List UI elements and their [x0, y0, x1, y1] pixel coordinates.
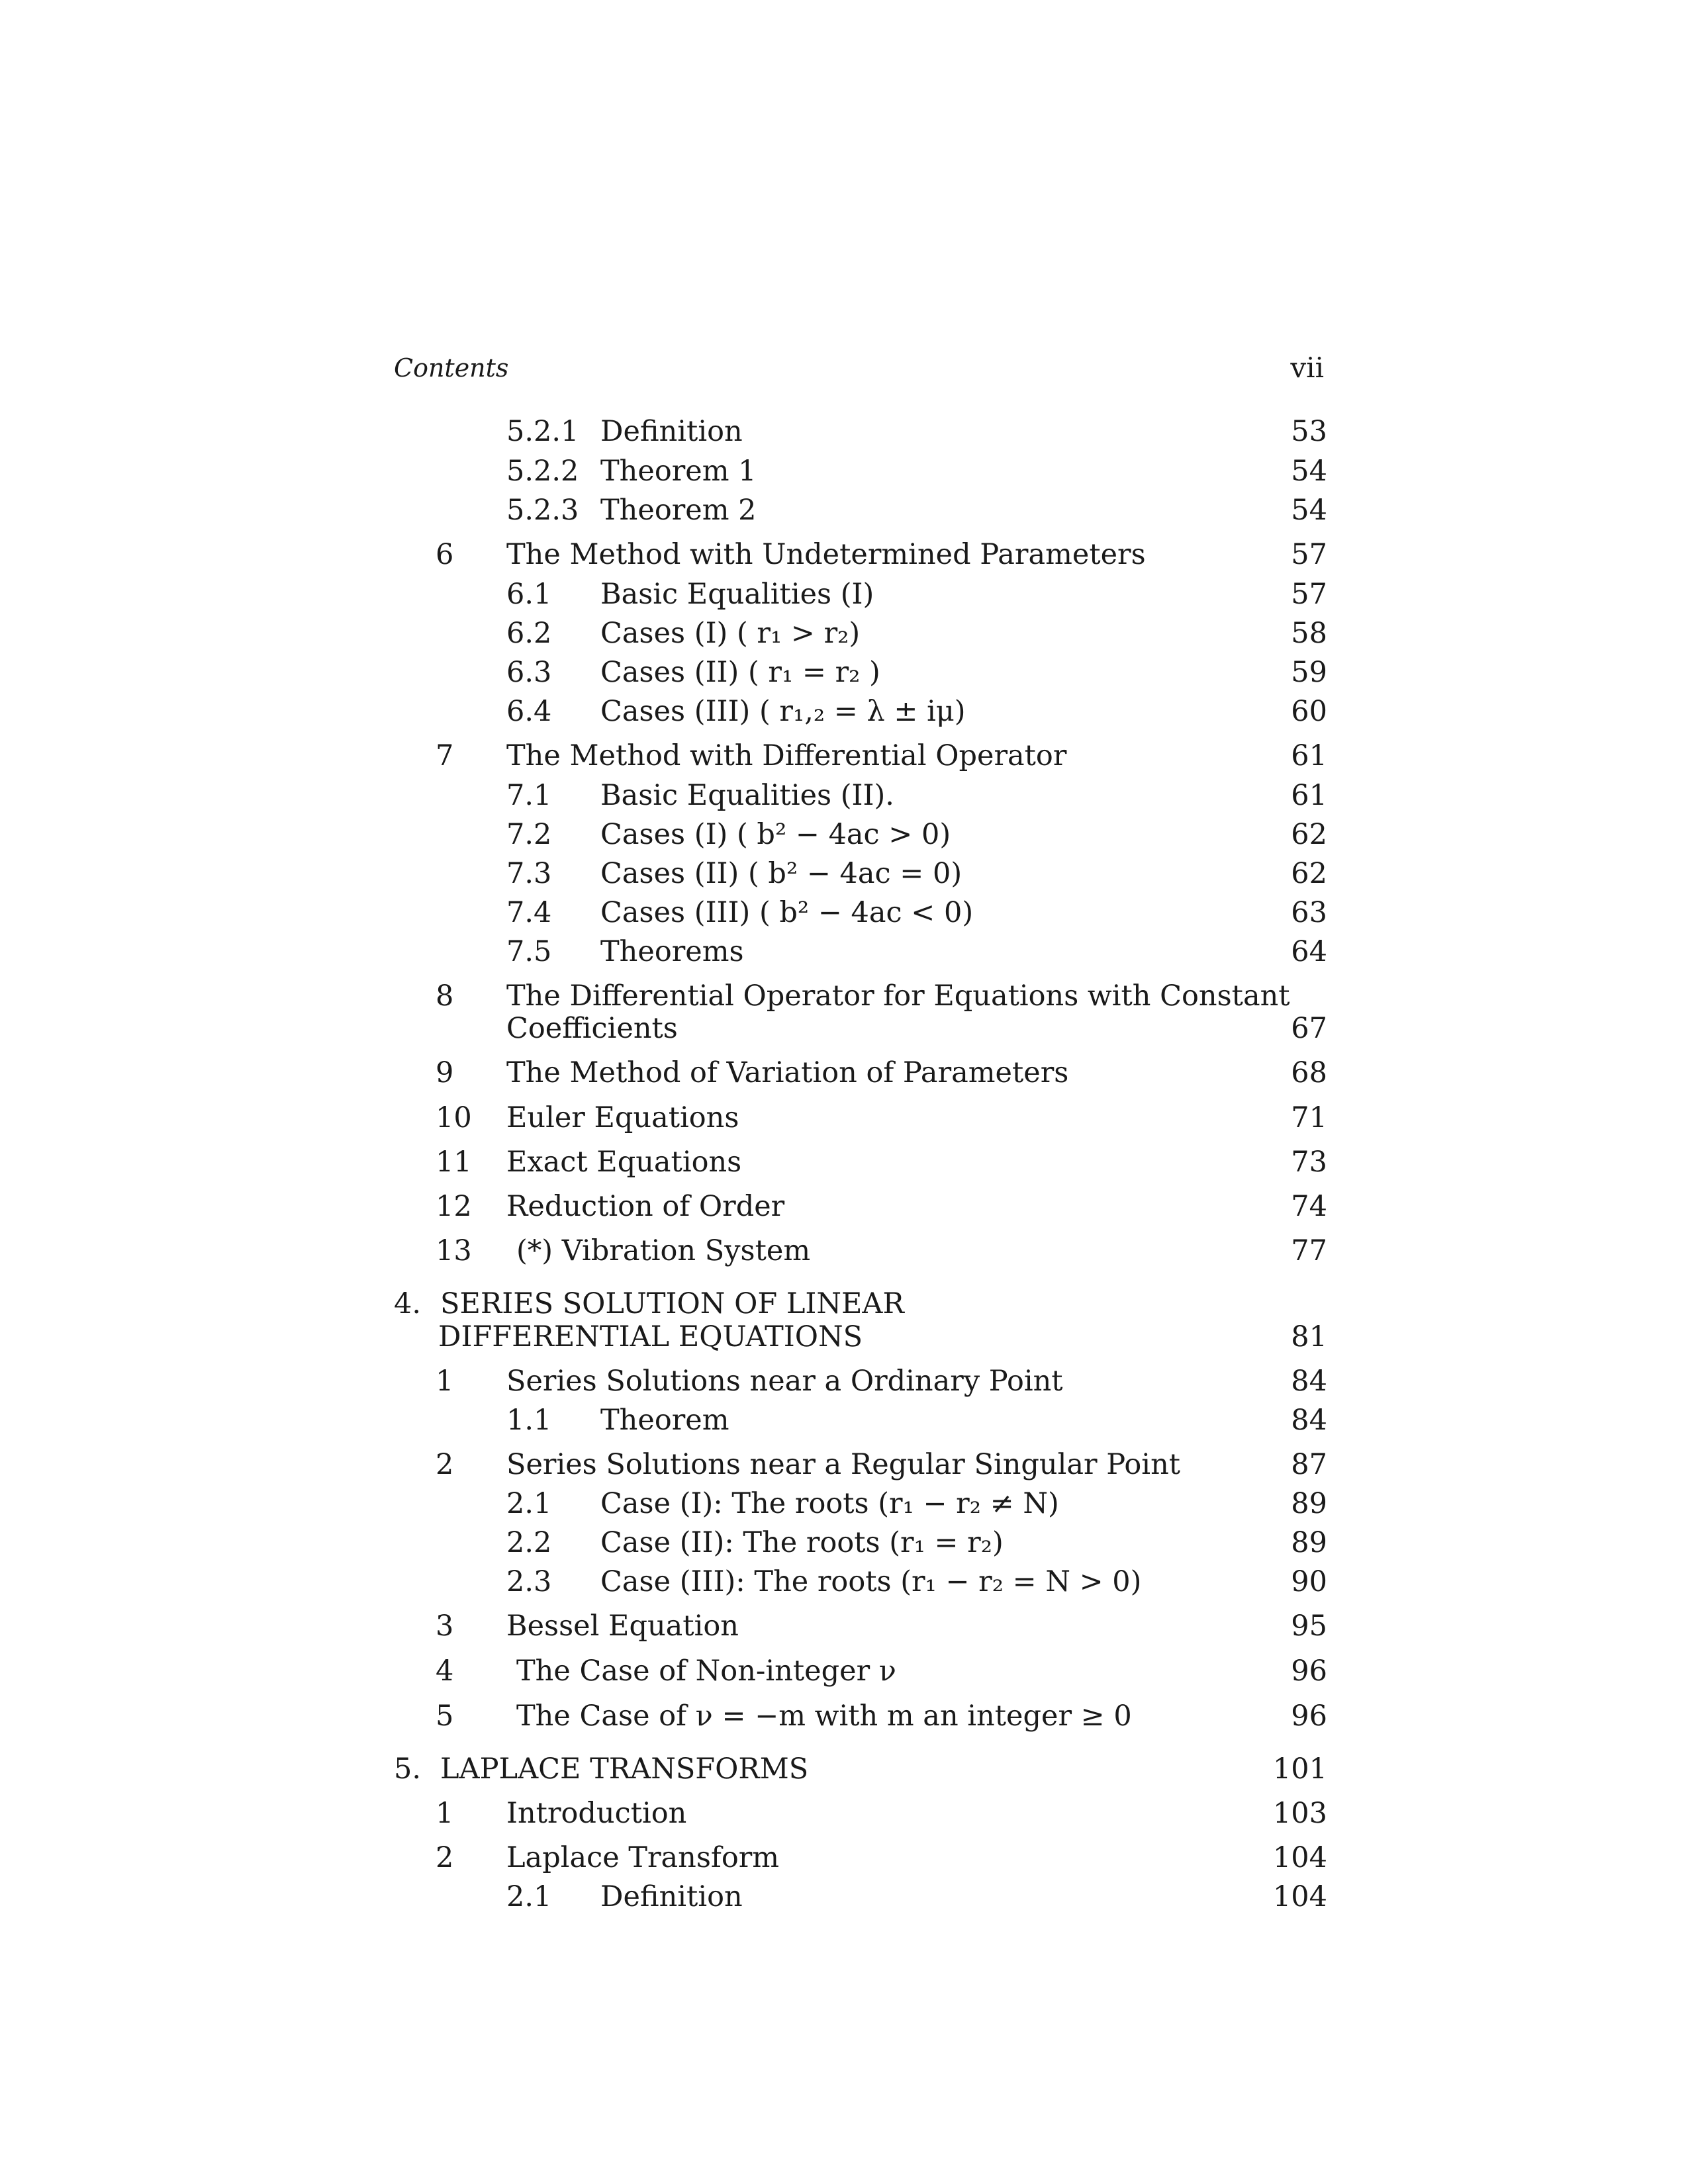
toc-entry-title: The Method of Variation of Parameters	[506, 1056, 1069, 1089]
toc-entry-page: 89	[1291, 1487, 1327, 1520]
toc-entry-page: 54	[1291, 494, 1327, 527]
toc-entry-page: 77	[1291, 1234, 1327, 1267]
toc-entry-title: The Case of Non-integer ν	[516, 1655, 896, 1688]
toc-entry-page: 61	[1291, 739, 1327, 772]
toc-entry-number: 7.3	[506, 857, 552, 890]
toc-entry-page: 62	[1291, 857, 1327, 890]
toc-entry[interactable]	[0, 535, 1688, 574]
toc-entry-page: 60	[1291, 695, 1327, 728]
toc-entry[interactable]	[0, 614, 1688, 653]
toc-entry-number: 8	[436, 979, 454, 1013]
toc-entry-title: Reduction of Order	[506, 1190, 785, 1223]
toc-entry-number: 2.3	[506, 1565, 552, 1598]
toc-entry-number: 1	[436, 1365, 454, 1398]
toc-chapter-number: 4.	[394, 1287, 422, 1320]
toc-entry-page: 53	[1291, 415, 1327, 448]
toc-entry[interactable]	[0, 1098, 1688, 1138]
toc-entry-number: 2.1	[506, 1880, 552, 1913]
toc-entry-title: Cases (III) ( b² − 4ac < 0)	[600, 896, 974, 929]
toc-entry[interactable]	[0, 1651, 1688, 1691]
toc-entry-title: Case (III): The roots (r₁ − r₂ = N > 0)	[600, 1565, 1142, 1598]
toc-entry-page: 73	[1291, 1146, 1327, 1179]
toc-entry-title: Cases (I) ( b² − 4ac > 0)	[600, 818, 951, 851]
toc-entry-title: Case (I): The roots (r₁ − r₂ ≠ N)	[600, 1487, 1059, 1520]
toc-entry-page: 64	[1291, 935, 1327, 968]
toc-entry-number: 10	[436, 1101, 472, 1134]
toc-entry-title: Series Solutions near a Regular Singular Point	[506, 1448, 1181, 1481]
toc-entry-number: 6.3	[506, 656, 552, 689]
toc-entry-number: 4	[436, 1655, 454, 1688]
toc-entry-title: Laplace Transform	[506, 1841, 780, 1874]
toc-entry-number: 2.1	[506, 1487, 552, 1520]
toc-entry-page: 71	[1291, 1101, 1327, 1134]
toc-entry-page: 54	[1291, 455, 1327, 488]
toc-entry-title: Introduction	[506, 1797, 687, 1830]
toc-entry-page: 68	[1291, 1056, 1327, 1089]
toc-entry-title: The Differential Operator for Equations with Constant	[506, 979, 1290, 1013]
toc-entry-page: 84	[1291, 1365, 1327, 1398]
toc-entry-number: 7	[436, 739, 454, 772]
toc-entry-title: (*) Vibration System	[516, 1234, 811, 1267]
toc-entry-title-line2: Coefficients	[506, 1012, 678, 1045]
toc-chapter-title: SERIES SOLUTION OF LINEAR	[440, 1287, 904, 1320]
toc-entry[interactable]	[0, 1606, 1688, 1646]
toc-entry-number: 12	[436, 1190, 472, 1223]
toc-entry-page: 104	[1272, 1880, 1327, 1913]
toc-entry-page: 61	[1291, 779, 1327, 812]
toc-entry-title: Theorem 1	[600, 455, 757, 488]
toc-entry-page: 87	[1291, 1448, 1327, 1481]
toc-entry[interactable]	[0, 736, 1688, 776]
toc-entry-page: 95	[1291, 1610, 1327, 1643]
toc-entry-number: 2	[436, 1448, 454, 1481]
toc-entry[interactable]	[0, 412, 1688, 451]
toc-entry-number: 5.2.1	[506, 415, 579, 448]
toc-chapter-title: LAPLACE TRANSFORMS	[440, 1752, 809, 1786]
toc-entry-number: 2	[436, 1841, 454, 1874]
toc-entry-number: 7.4	[506, 896, 552, 929]
toc-entry[interactable]	[0, 1838, 1688, 1878]
toc-entry-title: Cases (I) ( r₁ > r₂)	[600, 617, 861, 650]
toc-entry-title: Exact Equations	[506, 1146, 742, 1179]
toc-entry-title: Euler Equations	[506, 1101, 739, 1134]
toc-entry-title: Theorem 2	[600, 494, 757, 527]
toc-entry[interactable]	[0, 1400, 1688, 1440]
toc-entry[interactable]	[0, 490, 1688, 530]
toc-entry-number: 7.1	[506, 779, 552, 812]
toc-entry-title: Basic Equalities (I)	[600, 578, 874, 611]
toc-entry[interactable]	[0, 1877, 1688, 1917]
toc-entry-number: 1	[436, 1797, 454, 1830]
toc-chapter-number: 5.	[394, 1752, 422, 1786]
toc-entry[interactable]	[0, 1484, 1688, 1524]
toc-entry-page: 59	[1291, 656, 1327, 689]
toc-entry-number: 3	[436, 1610, 454, 1643]
toc-entry-title: Cases (II) ( b² − 4ac = 0)	[600, 857, 962, 890]
toc-entry-page: 67	[1291, 1012, 1327, 1045]
toc-entry[interactable]	[0, 451, 1688, 491]
toc-entry-number: 5.2.3	[506, 494, 579, 527]
toc-entry[interactable]	[0, 574, 1688, 614]
toc-entry-page: 96	[1291, 1655, 1327, 1688]
toc-entry[interactable]	[0, 815, 1688, 854]
toc-entry-page: 96	[1291, 1700, 1327, 1733]
toc-entry-page: 62	[1291, 818, 1327, 851]
toc-entry[interactable]	[0, 1053, 1688, 1093]
toc-entry[interactable]	[0, 1361, 1688, 1401]
toc-entry[interactable]	[0, 776, 1688, 815]
toc-entry-title: Bessel Equation	[506, 1610, 739, 1643]
toc-entry-number: 6	[436, 538, 454, 571]
toc-entry-number: 7.2	[506, 818, 552, 851]
toc-entry-number: 9	[436, 1056, 454, 1089]
toc-entry-number: 13	[436, 1234, 472, 1267]
toc-entry-page: 101	[1272, 1752, 1327, 1786]
toc-entry-page: 90	[1291, 1565, 1327, 1598]
toc-chapter[interactable]	[0, 1749, 1688, 1789]
toc-entry-number: 2.2	[506, 1526, 552, 1559]
toc-entry-page: 57	[1291, 578, 1327, 611]
toc-entry-number: 7.5	[506, 935, 552, 968]
toc-entry-title: Definition	[600, 1880, 743, 1913]
toc-entry-title: Series Solutions near a Ordinary Point	[506, 1365, 1063, 1398]
toc-entry[interactable]	[0, 932, 1688, 972]
toc-entry-page: 81	[1291, 1320, 1327, 1353]
toc-entry-number: 5	[436, 1700, 454, 1733]
toc-entry-number: 6.1	[506, 578, 552, 611]
toc-chapter-title-line2: DIFFERENTIAL EQUATIONS	[438, 1320, 863, 1353]
toc-chapter-continuation	[0, 1317, 1688, 1357]
toc-entry-number: 6.4	[506, 695, 552, 728]
toc-entry-title: The Method with Differential Operator	[506, 739, 1067, 772]
toc-entry-number: 6.2	[506, 617, 552, 650]
toc-entry[interactable]	[0, 1794, 1688, 1833]
toc-entry[interactable]	[0, 893, 1688, 933]
toc-entry-page: 63	[1291, 896, 1327, 929]
toc-entry-page: 89	[1291, 1526, 1327, 1559]
toc-entry[interactable]	[0, 1696, 1688, 1736]
toc-entry-number: 11	[436, 1146, 472, 1179]
toc-entry-title: Case (II): The roots (r₁ = r₂)	[600, 1526, 1004, 1559]
toc-entry[interactable]	[0, 1445, 1688, 1484]
toc-entry-page: 58	[1291, 617, 1327, 650]
toc-entry-title: Definition	[600, 415, 743, 448]
toc-entry[interactable]	[0, 653, 1688, 692]
toc-entry-number: 1.1	[506, 1404, 552, 1437]
toc-entry-continuation	[0, 1009, 1688, 1048]
toc-entry[interactable]	[0, 1187, 1688, 1226]
toc-entry-title: Theorem	[600, 1404, 729, 1437]
toc-entry-page: 74	[1291, 1190, 1327, 1223]
toc-entry[interactable]	[0, 1523, 1688, 1563]
toc-entry[interactable]	[0, 1142, 1688, 1182]
toc-entry-page: 103	[1272, 1797, 1327, 1830]
toc-entry[interactable]	[0, 1562, 1688, 1602]
toc-entry-page: 57	[1291, 538, 1327, 571]
toc-entry[interactable]	[0, 1231, 1688, 1271]
toc-entry-page: 104	[1272, 1841, 1327, 1874]
toc-entry-number: 5.2.2	[506, 455, 579, 488]
toc-entry-title: Cases (II) ( r₁ = r₂ )	[600, 656, 880, 689]
toc-entry-title: Theorems	[600, 935, 744, 968]
toc-entry[interactable]	[0, 692, 1688, 731]
toc-entry-title: Basic Equalities (II).	[600, 779, 894, 812]
toc-entry[interactable]	[0, 854, 1688, 893]
toc-entry-title: Cases (III) ( r₁,₂ = λ ± iμ)	[600, 695, 966, 728]
toc-entry-page: 84	[1291, 1404, 1327, 1437]
toc-entry-title: The Method with Undetermined Parameters	[506, 538, 1146, 571]
page-number: vii	[1290, 351, 1324, 384]
toc-entry-title: The Case of ν = −m with m an integer ≥ 0	[516, 1700, 1132, 1733]
running-title: Contents	[394, 353, 509, 383]
